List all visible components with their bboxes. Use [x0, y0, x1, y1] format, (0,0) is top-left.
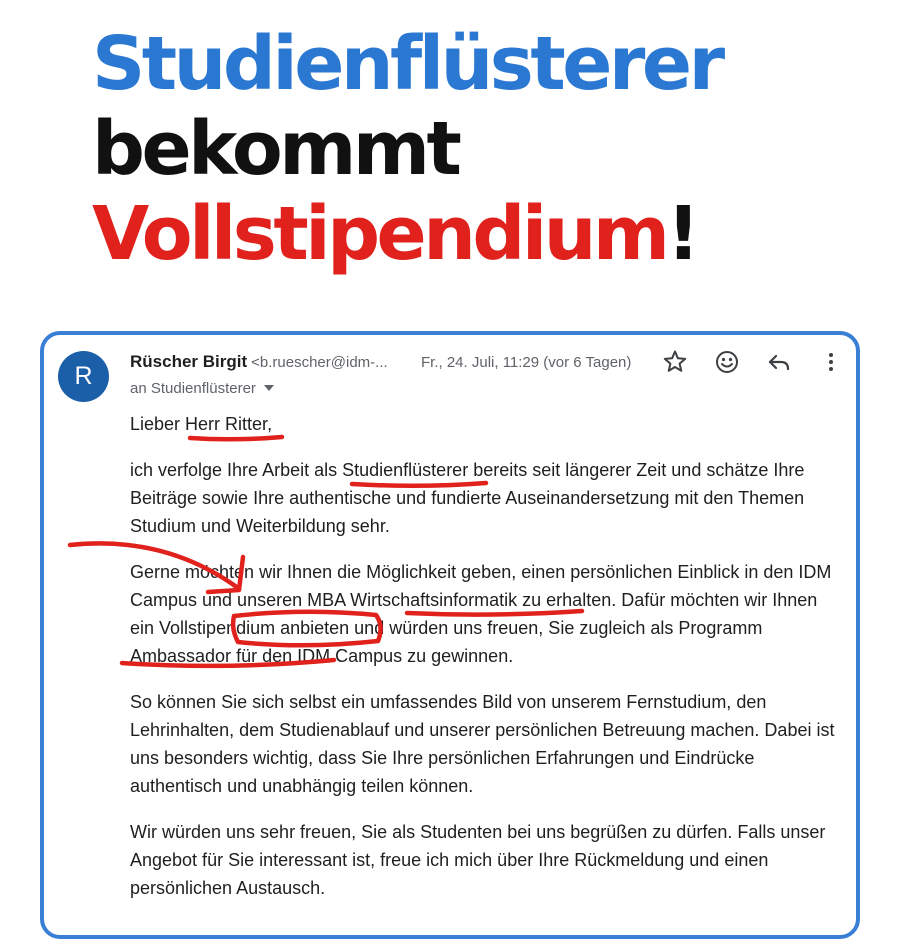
greeting — [130, 410, 840, 438]
more-icon[interactable] — [817, 348, 845, 376]
caret-down-icon[interactable] — [264, 385, 274, 391]
headline — [92, 22, 722, 277]
headline-exclamation: ! — [666, 191, 697, 277]
email-body — [130, 410, 840, 920]
star-icon[interactable] — [661, 348, 689, 376]
headline-line-2: bekommt — [92, 106, 459, 192]
recipient-text: an Studienflüsterer — [130, 380, 256, 397]
p1-text-a: ich verfolge Ihre Arbeit — [130, 460, 315, 480]
email-date: Fr., 24. Juli, 11:29 (vor 6 Tagen) — [421, 354, 632, 371]
p2-text-b: zu erhalten. Dafür möchten wir Ihnen ein — [130, 590, 818, 638]
p2-text-a: Gerne möchten wir Ihnen die Möglichkeit geben, einen persönlichen Einblick in den IDM Campus und unseren MBA — [130, 562, 832, 610]
p2-highlight-ambassador: Programm Ambassador — [130, 618, 763, 666]
p2-text-d: für den IDM Campus zu gewinnen. — [231, 646, 514, 666]
p1-text-b: bereits seit längerer Zeit und schätze Ihre Beiträge sowie Ihre authentische und fundierte Auseinandersetzung mit den Themen Studium und Weiterbildung sehr. — [130, 460, 805, 536]
reply-icon[interactable] — [765, 348, 793, 376]
headline-highlight: Vollstipendium — [92, 191, 667, 277]
sender-email: <b.ruescher@idm-... — [251, 354, 388, 371]
sender[interactable] — [130, 352, 388, 372]
recipient-line[interactable] — [130, 380, 274, 397]
headline-line-3 — [92, 192, 722, 277]
greeting-name: Herr Ritter — [185, 414, 268, 434]
greeting-suffix: , — [267, 414, 273, 434]
headline-line-1: Studienflüsterer — [92, 21, 722, 107]
paragraph-3: So können Sie sich selbst ein umfassendes Bild von unserem Fernstudium, den Lehrinhalten, dem Studienablauf und unserer persönlichen Betreuung machen. Dabei ist uns besonders wichtig, dass Sie Ihre persönlichen Erfahrungen und Eindrücke authentisch und unabhängig teilen können. — [130, 692, 835, 796]
p1-highlight: als Studienflüsterer — [314, 460, 469, 480]
p2-text-c: anbieten und würden uns freuen, Sie zugleich als — [275, 618, 679, 638]
paragraph-2 — [130, 558, 840, 670]
emoji-icon[interactable] — [713, 348, 741, 376]
paragraph-4: Wir würden uns sehr freuen, Sie als Studenten bei uns begrüßen zu dürfen. Falls unser Angebot für Sie interessant ist, freue ich mich über Ihre Rückmeldung und einen persönlichen Austausch. — [130, 822, 826, 898]
avatar[interactable] — [58, 351, 109, 402]
p2-highlight-program: Wirtschaftsinformatik — [350, 590, 518, 610]
greeting-prefix: Lieber — [130, 414, 186, 434]
sender-name: Rüscher Birgit — [130, 352, 248, 371]
p2-highlight-scholarship: Vollstipendium — [159, 618, 276, 638]
avatar-letter: R — [74, 362, 93, 390]
paragraph-1 — [130, 456, 840, 540]
